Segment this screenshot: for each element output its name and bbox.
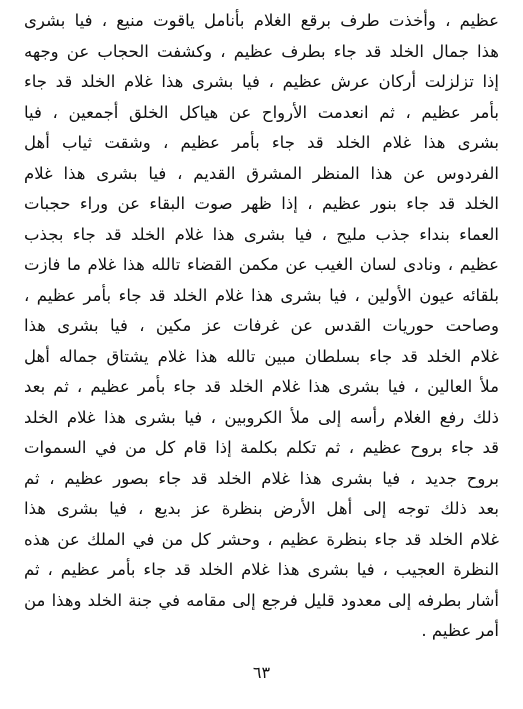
text-line-20: أشار بطرفه إلى معدود قليل فرجع إلى مقامه في جنة الخلد وهذا من [24,590,499,610]
text-line-21: أمر عظيم . [421,621,499,640]
text-line-1: عظيم ، وأخذت طرف برقع الغلام بأنامل ياقوت منيع ، فيا بشرى [24,11,499,30]
arabic-text-body [24,6,499,647]
text-line-4: بأمر عظيم ، ثم انعدمت الأرواح عن هياكل الخلق أجمعين ، فيا [24,102,499,122]
text-line-12: غلام الخلد قد جاء بسلطان مبين تالله هذا غلام يشتاق جماله أهل [24,346,499,366]
text-line-2: هذا جمال الخلد قد جاء بطرف عظيم ، وكشفت الحجاب عن وجهه [24,41,499,61]
text-line-13: ملأ العالين ، فيا بشرى هذا غلام الخلد قد جاء بأمر عظيم ، ثم بعد [24,377,499,396]
text-line-11: وصاحت حوريات القدس عن غرفات عز مكين ، فيا بشرى هذا [24,316,499,335]
text-line-9: عظيم ، ونادى لسان الغيب عن مكمن القضاء تالله هذا غلام ما فازت [24,255,499,274]
page-number: ٦٣ [252,663,271,682]
text-line-8: العماء بنداء جذب مليح ، فيا بشرى هذا غلام الخلد قد جاء بجذب [24,224,499,244]
text-line-3: إذا تزلزلت أركان عرش عظيم ، فيا بشرى هذا غلام الخلد قد جاء [24,72,499,91]
text-line-6: الفردوس عن هذا المنظر المشرق القديم ، فيا بشرى هذا غلام [24,163,499,183]
text-line-18: غلام الخلد قد جاء بنظرة عظيم ، وحشر كل من في الملك عن هذه [24,529,499,549]
text-line-19: النظرة العجيب ، فيا بشرى هذا غلام الخلد قد جاء بأمر عظيم ، ثم [24,560,499,579]
text-line-15: قد جاء بروح عظيم ، ثم تكلم بكلمة إذا قام كل من في السموات [24,438,499,457]
text-line-16: بروح جديد ، فيا بشرى هذا غلام الخلد قد جاء بصور عظيم ، ثم [24,468,499,488]
text-line-10: بلقائه عيون الأولين ، فيا بشرى هذا غلام الخلد قد جاء بأمر عظيم ، [24,285,499,305]
text-line-17: بعد ذلك توجه إلى أهل الأرض بنظرة عز بديع ، فيا بشرى هذا [24,499,499,518]
text-line-14: ذلك رفع الغلام رأسه إلى ملأ الكروبين ، فيا بشرى هذا غلام الخلد [24,407,499,427]
text-line-5: بشرى هذا غلام الخلد قد جاء بأمر عظيم ، وشقت ثياب أهل [24,133,499,152]
text-line-7: الخلد قد جاء بنور عظيم ، إذا ظهر صوت البقاء عن وراء حجبات [24,194,499,213]
